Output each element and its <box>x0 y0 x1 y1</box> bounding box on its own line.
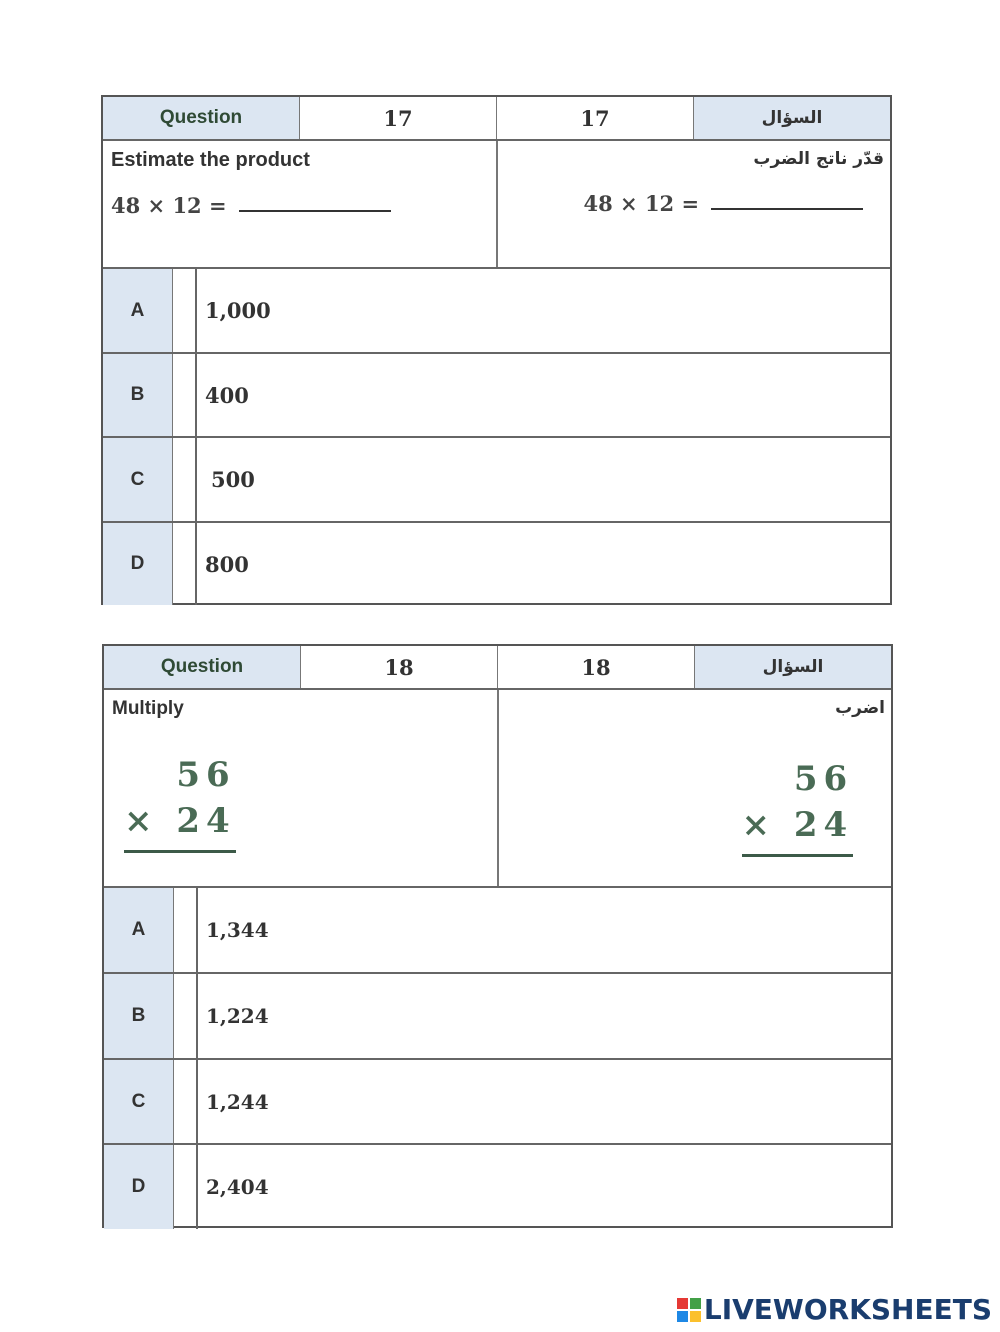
option-c[interactable] <box>103 438 890 523</box>
option-letter: A <box>104 888 174 972</box>
question-header <box>103 97 890 141</box>
option-letter: D <box>103 523 173 605</box>
brand-text: LIVEWORKSHEETS <box>703 1293 992 1326</box>
option-d[interactable] <box>104 1145 891 1229</box>
logo-square-icon <box>677 1298 688 1309</box>
prompt-ar: اضرب <box>835 698 885 718</box>
question-card-17 <box>101 95 892 605</box>
answer-line <box>742 854 854 857</box>
multiplier: × 24 <box>741 805 854 845</box>
expression-text: 48 × 12 = <box>583 191 700 216</box>
question-number-en: 17 <box>383 105 413 131</box>
option-gap <box>174 1060 198 1143</box>
option-letter: B <box>103 354 173 436</box>
option-b[interactable] <box>104 974 891 1060</box>
multiplier: × 24 <box>124 801 236 841</box>
liveworksheets-logo <box>677 1293 992 1326</box>
option-letter: C <box>103 438 173 521</box>
question-label-ar: السؤال <box>761 108 823 128</box>
expression-text: 48 × 12 = <box>111 193 227 218</box>
liveworksheets-logo-icon <box>677 1298 701 1322</box>
option-gap <box>174 974 198 1058</box>
option-gap <box>174 888 198 972</box>
vertical-multiplication-en <box>124 752 236 853</box>
option-letter: B <box>104 974 174 1058</box>
option-value: 1,344 <box>206 918 269 942</box>
option-value: 2,404 <box>206 1175 269 1199</box>
option-b[interactable] <box>103 354 890 438</box>
option-letter: C <box>104 1060 174 1143</box>
option-gap <box>173 269 197 352</box>
prompt-en: Multiply <box>112 698 184 719</box>
answer-line <box>124 850 236 853</box>
option-value: 800 <box>205 551 249 577</box>
question-body <box>103 141 890 269</box>
option-gap <box>173 438 197 521</box>
prompt-en: Estimate the product <box>111 149 310 171</box>
option-value: 1,224 <box>206 1004 269 1028</box>
question-header <box>104 646 891 690</box>
option-gap <box>174 1145 198 1229</box>
question-label-en: Question <box>159 107 243 128</box>
option-letter: A <box>103 269 173 352</box>
answer-blank[interactable] <box>239 209 391 212</box>
option-a[interactable] <box>104 888 891 974</box>
question-number-en: 18 <box>384 654 414 680</box>
option-c[interactable] <box>104 1060 891 1145</box>
option-a[interactable] <box>103 269 890 354</box>
option-value: 500 <box>211 467 255 492</box>
logo-square-icon <box>690 1298 701 1309</box>
answer-blank[interactable] <box>711 207 863 210</box>
expression-ar <box>584 191 864 216</box>
option-value: 1,244 <box>206 1089 269 1114</box>
option-gap <box>173 354 197 436</box>
option-gap <box>173 523 197 605</box>
logo-square-icon <box>690 1311 701 1322</box>
question-card-18 <box>102 644 893 1228</box>
question-label-en: Question <box>160 656 244 677</box>
logo-square-icon <box>677 1311 688 1322</box>
question-label-ar: السؤال <box>762 657 824 677</box>
option-value: 1,000 <box>205 298 271 323</box>
prompt-ar: قدّر ناتج الضرب <box>753 149 884 169</box>
multiplicand: 56 <box>793 759 854 799</box>
option-letter: D <box>104 1145 174 1229</box>
option-value: 400 <box>205 382 249 408</box>
vertical-multiplication-ar <box>742 756 854 857</box>
option-d[interactable] <box>103 523 890 605</box>
question-number-ar: 17 <box>580 105 610 131</box>
question-body <box>104 690 891 888</box>
expression-en <box>111 193 391 218</box>
question-number-ar: 18 <box>581 654 611 680</box>
multiplicand: 56 <box>176 755 236 795</box>
